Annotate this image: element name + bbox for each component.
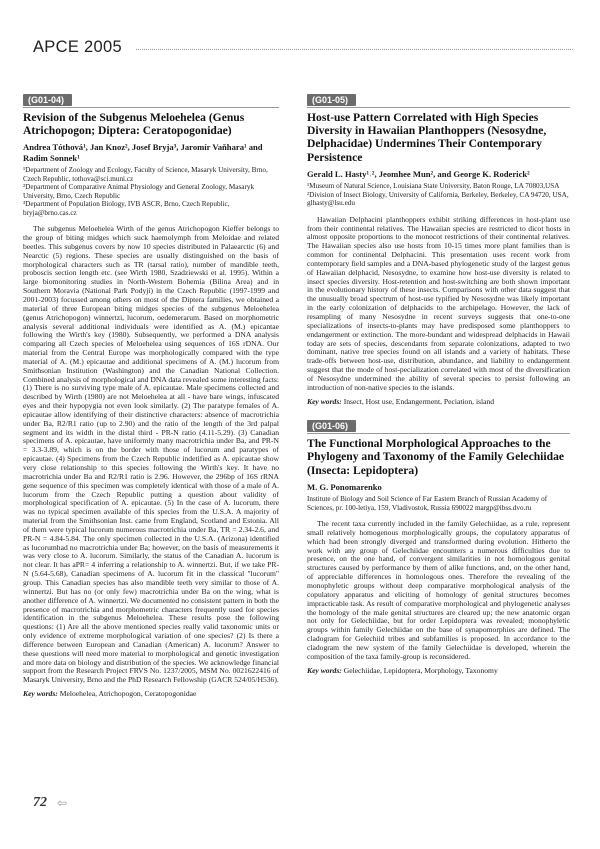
article-affiliations — [23, 166, 279, 217]
article-code: (G01-05) — [307, 94, 356, 106]
keywords-label: Key words: — [307, 396, 342, 406]
keywords-line — [23, 689, 279, 699]
code-rule — [307, 107, 570, 108]
keywords-value: Gelechiidae, Lepidoptera, Morphology, Taxonomy — [343, 665, 498, 675]
article-affiliations — [307, 495, 570, 512]
article-separator — [307, 406, 570, 416]
article-abstract: Hawaiian Delphacini planthoppers exhibit striking differences in host-plant use from their continental relatives. The Hawaiian species are restricted to dicot hosts in almost opposite proportions to the monocot restrictions of their continental relatives. The Hawaiian species also use hosts from 10-15 times more plant families than is common for continental Delphacini. This presentation uses recent work from contemporary field samples and a DNA-based phylogenetic study of the largest genus of Hawaiian delphacid, Nesosydne, to examine how host-use diversity is related to insect species diversity. Host-retention and host-switching are both shown important in the evolutionary history of these insects. Comparisons with other data suggest that the unusually broad spectrum of host-use typified by Nesosydne was likely important in the early colonization of delphacids to the archipelago. However, the lack of resampling of many Nesosydne in recent surveys suggests that one-to-one specializations of insects-to-plants may have predisposed some planthoppers to endangerment or extinction. The more-bundant and widespread delphacids in Hawaii today are sets of species, descendants from separate colonizations, adapted to two dominant, native tree species found on all islands and a variety of habitats. These trade-offs between host-use, distribution, abundance, and liability to endangerment suggest that the mode of host-pecialization correlated with most of the diversification of Nesosydne undermined the ability of several species to persist following an introduction of non-native species to the islands. — [307, 214, 570, 392]
left-column — [23, 90, 279, 699]
keywords-label: Key words: — [23, 689, 58, 699]
right-column — [307, 90, 570, 675]
article-authors: Andrea Tóthová¹, Jan Knoz², Josef Bryja³, Jaromír Vaňhara¹ and Radim Sonnek¹ — [23, 142, 263, 163]
code-rule — [307, 433, 570, 434]
affiliation: ²Division of Insect Biology, University of California, Berkeley, Berkeley, CA 94720, USA, glhasty@lsu.edu — [307, 190, 569, 208]
header-rule — [136, 49, 573, 50]
article-g01-06 — [307, 416, 570, 675]
article-title: Host-use Pattern Correlated with High Species Diversity in Hawaiian Planthoppers (Nesosydne, Delphacidae) Undermines Their Contemporary Persistence — [307, 111, 547, 164]
article-abstract: The subgenus Meloehelea Wirth of the genus Atrichopogon Kieffer belongs to the group of biting midges which suck haemolymph from Meloidae and related beetles. This subgenus covers by now 10 species distributed in Palaearctic (6) and Nearctic (5) regions. These species are usually distinguished on the basis of morphological characters such as TR (tarsal ratio), number of mandible teeth, proboscis section length etc. (see Wirth 1980, Szadziewski et al. 1995). Within a large biomonitoring studies in North-Western Bohemia (Bílina Area) and in Southern Moravia (National Park Podyjí) in the Czech Republic (1997-1999 and 2001-2003) focussed among others on most of the Diptera families, we obtained a material of three European biting midges species of the subgenus Meloehelea (genus Atrichopogon) winnertzi, lucorum, oedemerarum. Based on morphometric analysis several additional individuals were identified as A. (M.) epicantae following the Wirth's key (1980). Subsequently, we performed a DNA analysis comparing all Czech species of Meloehelea using sequences of 16S rDNA. Our material from the Central Europe was morphologically compared with the type material of A. (M.) epicautae and additional specimens of A. (M.) lucorum from Smithsonian Institution (Washington) and the Canadian National Collection. Combined analysis of morphological and DNA data revealed some interesting facts: (1) There is no surviving type male of A. epicautae. Male specimens collected and described by Wirth (1980) are not Meloehelea at all - have bare wings, infuscated eyes and their hypopygia not even look similarly. (2) The paratype females of A. epicautae allow identifying of their distinctive characters: absence of macrotrichia under Ba, R2/R1 ratio (up to 2.90) and the ratio of the length of the 3rd palpal segment and its width in the distal third - PR-N ratio (4.11-5.29). (3) Canadian specimens of A. epicautae, have uniformly many macrotrichia under Ba, and PR-N = 3.3-3.89, which is on the border with those of lucorum and paratypes of epicautae. (4) Specimens from the Czech Republic indetified as A. epicautae show very close relationship to this species following the Wirth's key. It have no macrotrichia under Ba and R2/R1 ratio is 2.96. However, the 296bp of 16S rRNA gene sequence of this specimen was completely identical with those of a male of A. lucorum from the Czech Republic putting a question about validity of morphological specification of A. epicautae. (5) In the case of A. lucorum, there was no typical specimen available of this species from the U.S.A. A majority of material from the Smithsonian Inst. came from England, Scotland and Estonia. All of them were typical lucorum numerous macrotrichia under Ba, TR = 2.34-2.6, and PR-N = 4.84-5.84. The only specimen collected in the U.S.A. (Arizona) identified as lucorumhad no macrotrichia under Ba; however, on the basis of measurements it was very close to A. lucorum. Similarly, the status of the Canadian A. lucorum is not clear. It has aPR= 4 inferring a relationship to A. winnertzi. But, if we take PR-N (5.64-5.68), Canadian specimens of A. lucorum fit in the classical "lucorum" group. This Canadian species has also mandible teeth very similar to those of A. winnertzi. But has no (or only few) macrotrichia under Ba on the wing, what is another difference of A. winnertzi. We documented no consistent pattern in both the presence of macrotrichia and morphometric characters frequently used for species identification in the subgenus Meloehelea. These results pose the following questions: (1) Are all the above mentioned species really valid taxonomic units or only evidence of extreme morphological variation of one species? (2) Is there a difference between European and Canadian (American) A. lucorum? Answer to these questions will need more material to morphological and genetic investigation and more data on biology and distribution of the species. We acknowledge financial support from the Research Project FRVS No. 1237/2005, MSM No. 0021622416 of Masaryk University, Brno and the PhD Research Fellowship (GACR 524/05/H536). — [23, 224, 279, 685]
article-authors: M. G. Ponomarenko — [307, 481, 382, 492]
affiliation: ¹Museum of Natural Science, Louisiana State University, Baton Rouge, LA 70803,USA — [307, 182, 560, 191]
article-code: (G01-04) — [23, 94, 72, 106]
page-header — [33, 38, 573, 60]
affiliation: ¹Department of Zoology and Ecology, Faculty of Science, Masaryk University, Brno, Czech Republic, tothova@sci.muni.cz — [23, 166, 268, 183]
article-abstract: The recent taxa currently included in the family Gelechiidae, as a rule, represent small relatively homogenous morphologically groups, the copulatory apparatus of which had been strongly diverged and transformed during evolution. Hitherto the work with any group of Gelechiidae encounters a numerous difficulties due to presence, on the one hand, of convergent similarities in not homologous genital structures caused by performance by them of alike functions, and, on the other hand, of appreciable differences in homologous ones. Therefore the revealing of the monophyletic groups without deep comparative morphological analysis of the copulatory apparatus and eliciting of homology of genital structures becomes impracticable task. As result of comparative morphological and phylogenetic analyses the homology of the male genital structures are cleared up; the new anatomic organ not only for Gelechiidae, but for order Lepidoptera was revealed; monophyletic groups within family Gelechiidae on the base of synapomorphies are defined. The cladogram for Gelechiid tribes and subfamilies is proposed. In accordance to the cladogram the new system of the family Gelechiidae is developed, wherein the composition of the taxa family-group is reconsidered. — [307, 519, 570, 661]
page-number: 72 — [33, 795, 47, 810]
keywords-value: Insect, Host use, Endangerment, Peciation, island — [343, 396, 495, 406]
article-g01-04 — [23, 90, 279, 699]
affiliation: ³Department of Population Biology, IVB ASCR, Brno, Czech Republic, bryja@brno.cas.cz — [23, 200, 230, 217]
article-title: Revision of the Subgenus Meloehelea (Genus Atrichopogon; Diptera: Ceratopogonidae) — [23, 111, 245, 138]
keywords-line — [307, 666, 570, 676]
article-affiliations — [307, 182, 570, 208]
keywords-value: Meloehelea, Atrichopogon, Ceratopogonidae — [59, 689, 197, 699]
back-arrow-icon[interactable]: ⇦ — [57, 796, 68, 810]
article-g01-05 — [307, 90, 570, 406]
code-rule — [23, 107, 279, 108]
keywords-line — [307, 397, 570, 407]
affiliation: ²Department of Comparative Animal Physiology and General Zoology, Masaryk University, Brno, Czech Republic — [23, 183, 255, 200]
article-title: The Functional Morphological Approaches to the Phylogeny and Taxonomy of the Family Gelechiidae (Insecta: Lepidoptera) — [307, 437, 565, 477]
article-authors: Gerald L. Hasty¹˒², Jeomhee Mun², and George K. Roderick² — [307, 168, 530, 179]
affiliation: Institute of Biology and Soil Science of Far Eastern Branch of Russian Academy of Sciences, pr. 100-letiya, 159, Vladivostok, Russia 690022 margp@ibss.dvo.ru — [307, 495, 548, 512]
journal-title: APCE 2005 — [33, 38, 122, 56]
article-code: (G01-06) — [307, 420, 356, 432]
keywords-label: Key words: — [307, 665, 342, 675]
